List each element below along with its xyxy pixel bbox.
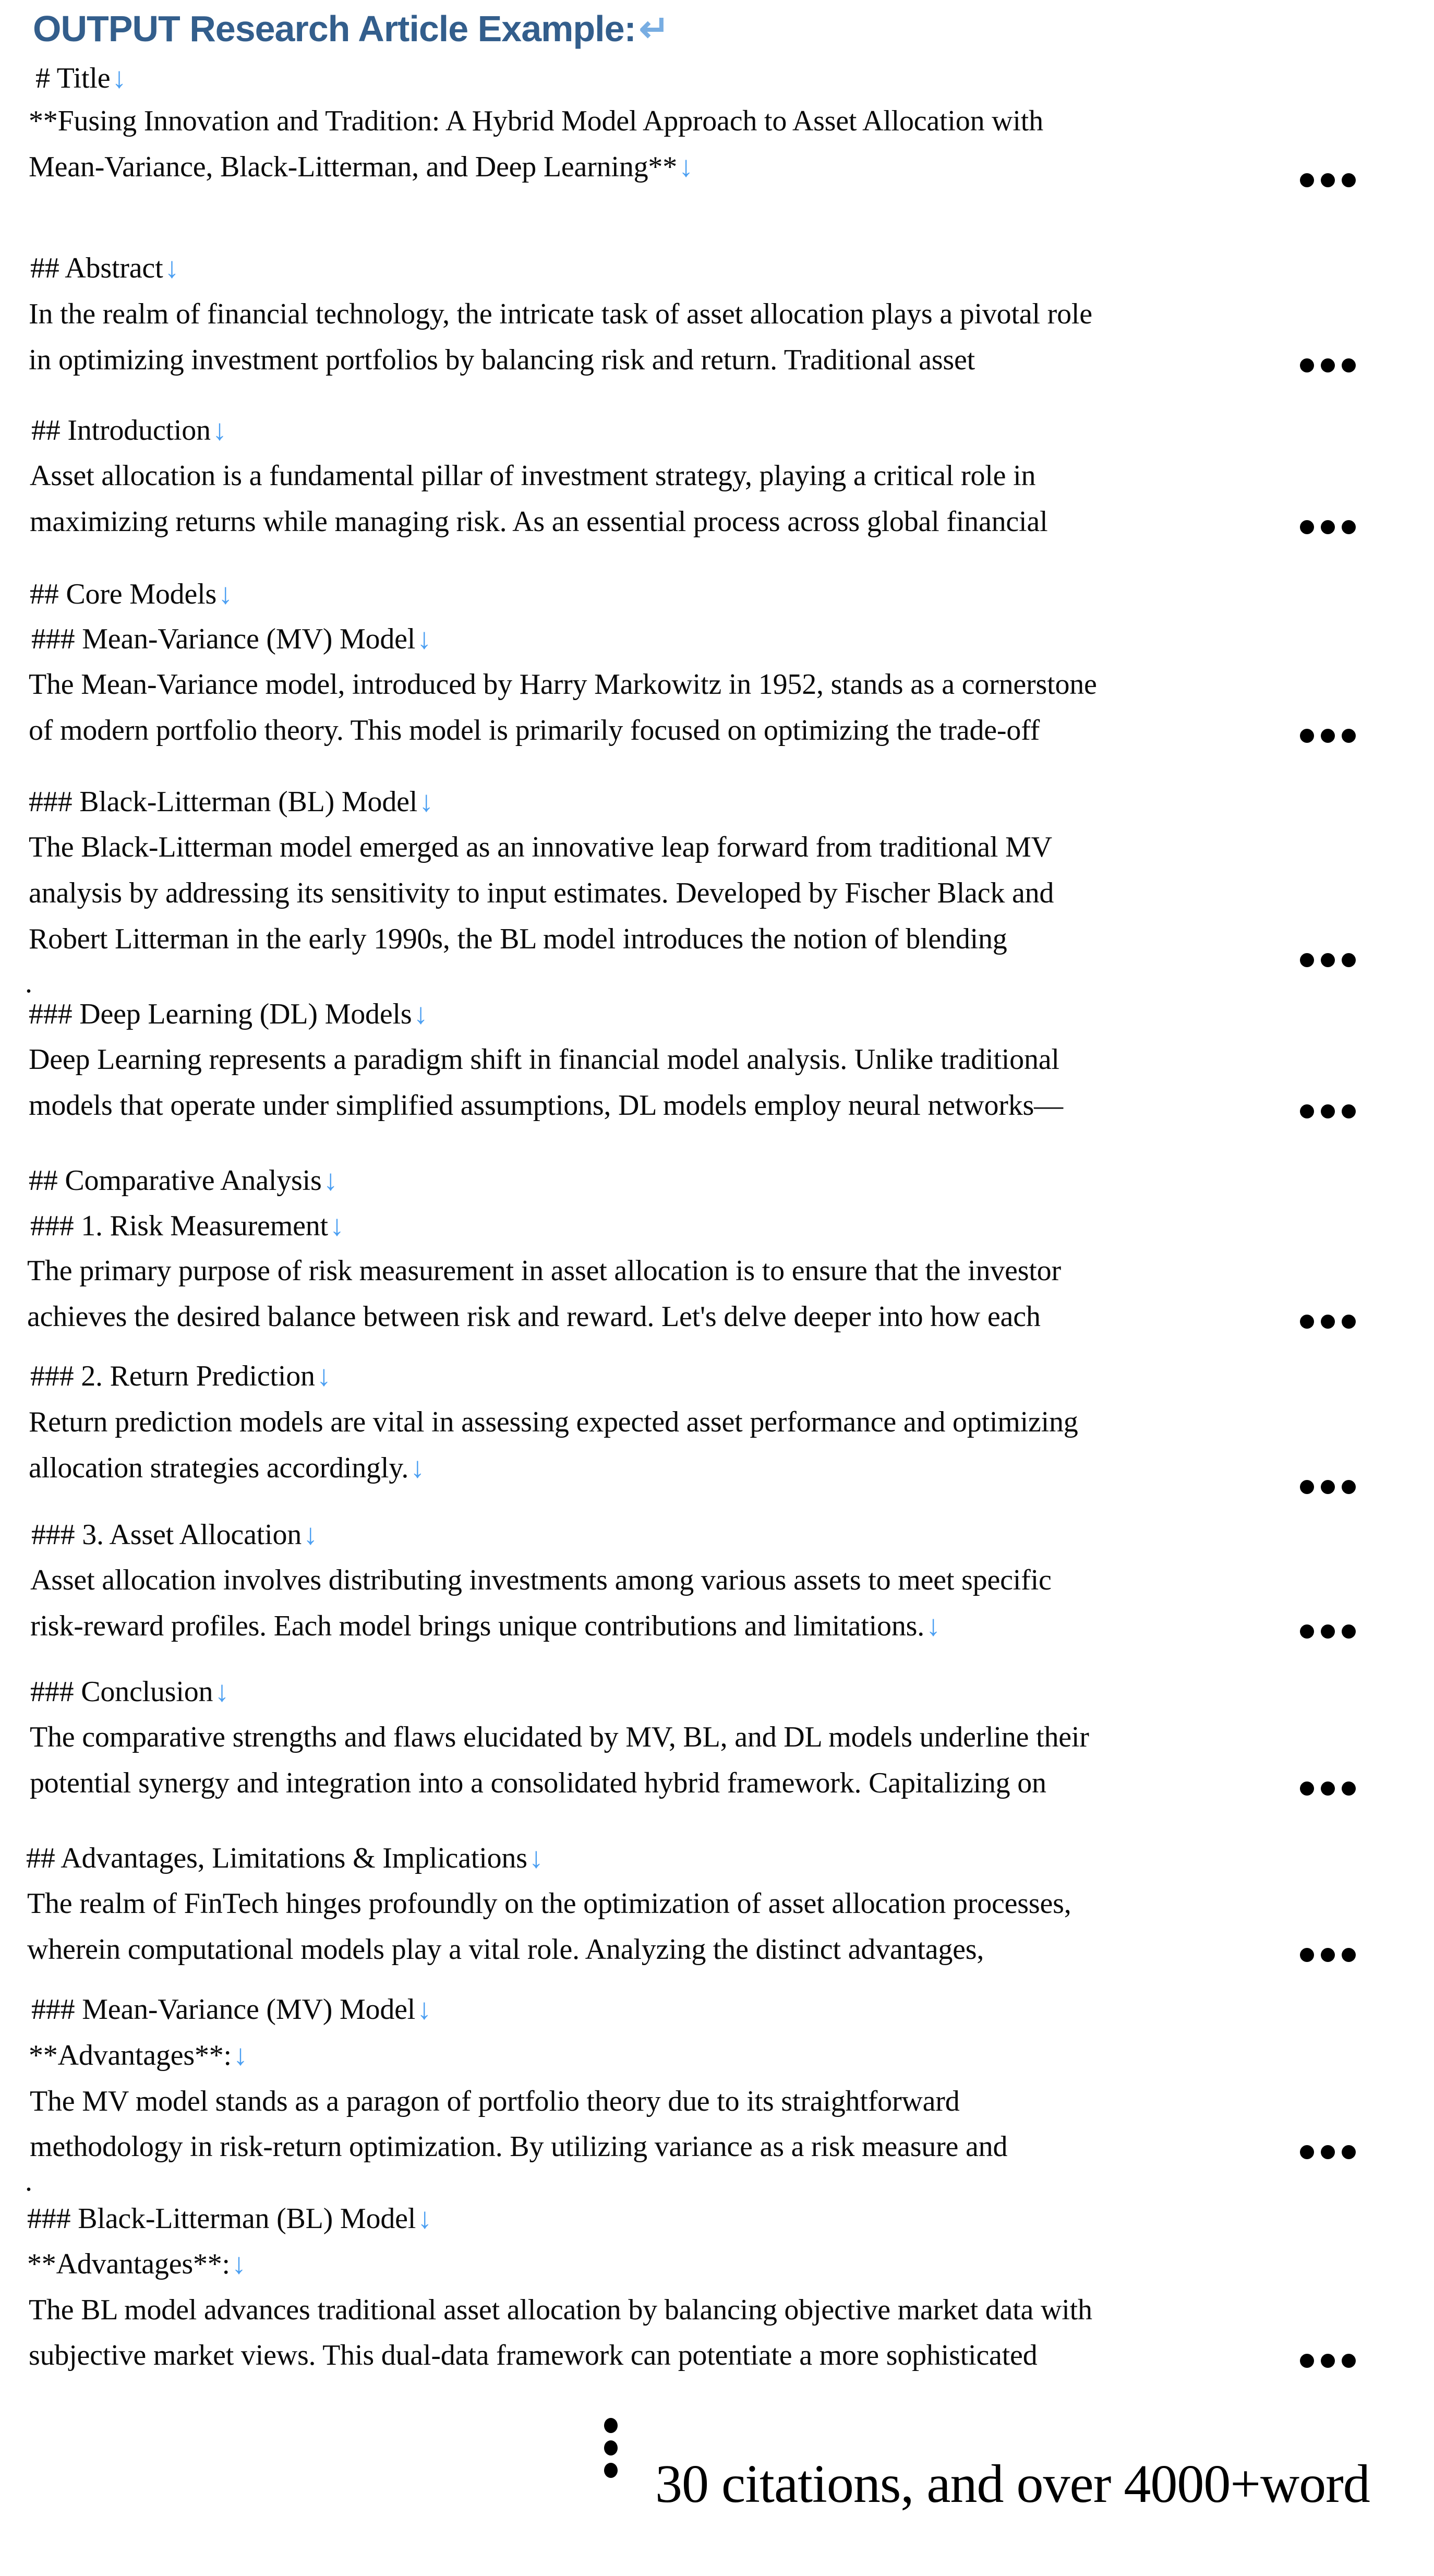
collapsed-ellipsis[interactable] [1300,2354,1356,2368]
md-advantages-label [29,2039,248,2072]
down-arrow-icon: ↓ [112,62,127,94]
collapsed-ellipsis[interactable] [1300,1480,1356,1494]
md-line-text: Asset allocation is a fundamental pillar of investment strategy, playing a critical role in [30,460,1036,492]
down-arrow-icon: ↓ [417,2202,432,2235]
collapsed-ellipsis[interactable] [1300,2145,1356,2159]
paragraph-line [30,1766,1046,1800]
paragraph-line [29,830,1052,864]
stray-period-text: . [25,2165,32,2197]
md-h2-core-models [30,577,233,611]
down-arrow-icon: ↓ [323,1164,338,1197]
md-line-text: maximizing returns while managing risk. As an essential process across global financial [30,505,1048,538]
md-line-text: ### 3. Asset Allocation [31,1519,302,1551]
paragraph-line [30,1563,1052,1597]
down-arrow-icon: ↓ [410,1452,425,1484]
paragraph-line [30,1609,941,1643]
doc-title [33,7,669,50]
md-h2-introduction [31,414,227,447]
paragraph-line [29,343,975,377]
paragraph-line [29,297,1092,331]
down-arrow-icon: ↓ [316,1360,331,1392]
down-arrow-icon: ↓ [528,1842,544,1874]
md-line-text: ### Black-Litterman (BL) Model [27,2202,416,2235]
md-line-text: The primary purpose of risk measurement in asset allocation is to ensure that the investor [27,1255,1061,1287]
down-arrow-icon: ↓ [413,998,428,1030]
md-h2-abstract [30,251,179,285]
md-line-text: ## Abstract [30,252,163,284]
down-arrow-icon: ↓ [231,2248,246,2280]
return-mark-icon: ↵ [638,8,669,49]
md-line-text: # Title [35,62,111,94]
paragraph-line [29,150,693,184]
md-line-text: ### Deep Learning (DL) Models [29,998,412,1030]
md-advantages-label [27,2247,246,2281]
md-line-text: The Black-Litterman model emerged as an innovative leap forward from traditional MV [29,831,1052,863]
paragraph-line [27,1254,1061,1287]
collapsed-ellipsis[interactable] [1300,1781,1356,1796]
md-line-text: Deep Learning represents a paradigm shift in financial model analysis. Unlike traditional [29,1043,1059,1076]
md-h2-advantages-limitations [26,1841,544,1875]
md-line-text: ### 1. Risk Measurement [30,1210,328,1242]
more-vertical-ellipsis[interactable] [604,2418,618,2478]
md-h3-mv-model-advantages [31,1993,431,2026]
md-h3-conclusion [30,1675,229,1708]
md-line-text: of modern portfolio theory. This model is primarily focused on optimizing the trade-off [29,714,1040,747]
paragraph-line [30,459,1035,492]
md-line-text: ## Advantages, Limitations & Implications [26,1842,527,1874]
footer-note [655,2453,1370,2515]
md-h3-risk-measurement [30,1209,344,1243]
down-arrow-icon: ↓ [417,623,432,655]
paragraph-line [29,668,1097,701]
md-line-text: analysis by addressing its sensitivity to input estimates. Developed by Fischer Black and [29,877,1054,909]
md-line-text: In the realm of financial technology, the intricate task of asset allocation plays a pivotal role [29,298,1092,330]
down-arrow-icon: ↓ [329,1210,344,1242]
md-h3-asset-allocation [31,1518,318,1551]
md-line-text: in optimizing investment portfolios by balancing risk and return. Traditional asset [29,344,975,376]
paragraph-line [29,922,1007,956]
paragraph-line [30,505,1047,538]
stray-period-text: . [25,967,32,999]
down-arrow-icon: ↓ [212,414,227,447]
md-line-text: ### Conclusion [30,1676,213,1708]
collapsed-ellipsis[interactable] [1300,520,1356,534]
md-line-text: ## Core Models [30,578,217,610]
md-line-text: wherein computational models play a vital role. Analyzing the distinct advantages, [27,1933,984,1966]
md-line-text: The realm of FinTech hinges profoundly on the optimization of asset allocation processes, [27,1887,1071,1920]
md-line-text: methodology in risk-return optimization. By utilizing variance as a risk measure and [30,2130,1008,2163]
stray-period [25,966,32,1000]
paragraph-line [30,1720,1089,1754]
md-line-text: ### Mean-Variance (MV) Model [31,1993,416,2026]
down-arrow-icon: ↓ [214,1676,230,1708]
md-line-text: ### Black-Litterman (BL) Model [29,786,418,818]
paragraph-line [29,1405,1078,1439]
paragraph-line [30,2130,1007,2163]
md-line-text: Robert Litterman in the early 1990s, the BL model introduces the notion of blending [29,923,1007,955]
down-arrow-icon: ↓ [417,1993,432,2026]
md-line-text: **Advantages**: [29,2039,232,2072]
md-line-text: Asset allocation involves distributing investments among various assets to meet specific [30,1564,1052,1596]
collapsed-ellipsis[interactable] [1300,1624,1356,1639]
paragraph-line [29,1043,1059,1076]
paragraph-line [27,1300,1041,1333]
paragraph-line [29,2339,1038,2372]
md-h2-comparative-analysis [29,1164,338,1197]
paragraph-line [27,1887,1071,1920]
paragraph-line [29,104,1043,138]
md-h3-bl-model-advantages [27,2202,432,2235]
paragraph-line [29,714,1040,747]
md-h1-title [35,62,126,95]
down-arrow-icon: ↓ [164,252,179,284]
md-line-text: The comparative strengths and flaws elucidated by MV, BL, and DL models underline their [30,1721,1089,1753]
paragraph-line [29,2293,1092,2327]
md-line-text: Return prediction models are vital in assessing expected asset performance and optimizing [29,1406,1078,1438]
collapsed-ellipsis[interactable] [1300,358,1356,372]
down-arrow-icon: ↓ [926,1610,941,1642]
md-line-text: The BL model advances traditional asset allocation by balancing objective market data with [29,2294,1092,2326]
down-arrow-icon: ↓ [419,786,434,818]
footer-note-text: 30 citations, and over 4000+word [655,2454,1370,2514]
md-line-text: **Advantages**: [27,2248,230,2280]
down-arrow-icon: ↓ [218,578,233,610]
md-line-text: allocation strategies accordingly. [29,1452,409,1484]
md-line-text: potential synergy and integration into a consolidated hybrid framework. Capitalizing on [30,1767,1046,1799]
collapsed-ellipsis[interactable] [1300,1104,1356,1118]
md-line-text: ## Comparative Analysis [29,1164,322,1197]
md-line-text: achieves the desired balance between risk and reward. Let's delve deeper into how each [27,1301,1041,1333]
md-line-text: **Fusing Innovation and Tradition: A Hybrid Model Approach to Asset Allocation with [29,105,1043,137]
md-line-text: Mean-Variance, Black-Litterman, and Deep Learning** [29,151,678,183]
md-h3-mean-variance [31,622,431,656]
paragraph-line [29,876,1054,910]
paragraph-line [27,1933,984,1966]
doc-title-text: OUTPUT Research Article Example: [33,8,636,49]
md-line-text: The Mean-Variance model, introduced by Harry Markowitz in 1952, stands as a cornerstone [29,668,1097,701]
md-line-text: ### Mean-Variance (MV) Model [31,623,416,655]
md-line-text: subjective market views. This dual-data framework can potentiate a more sophisticated [29,2339,1038,2372]
md-h3-return-prediction [30,1359,331,1393]
md-line-text: ## Introduction [31,414,211,447]
md-line-text: risk-reward profiles. Each model brings unique contributions and limitations. [30,1610,925,1642]
paragraph-line [29,1089,1063,1122]
md-line-text: models that operate under simplified assumptions, DL models employ neural networks— [29,1089,1063,1122]
md-h3-deep-learning [29,997,428,1031]
collapsed-ellipsis[interactable] [1300,953,1356,967]
md-line-text: ### 2. Return Prediction [30,1360,315,1392]
down-arrow-icon: ↓ [233,2039,248,2072]
down-arrow-icon: ↓ [303,1519,318,1551]
md-h3-black-litterman [29,785,433,818]
paragraph-line [29,1451,425,1485]
collapsed-ellipsis[interactable] [1300,729,1356,743]
collapsed-ellipsis[interactable] [1300,1948,1356,1962]
down-arrow-icon: ↓ [679,151,694,183]
paragraph-line [30,2085,960,2118]
md-line-text: The MV model stands as a paragon of portfolio theory due to its straightforward [30,2085,960,2117]
stray-period [25,2164,32,2198]
collapsed-ellipsis[interactable] [1300,173,1356,187]
collapsed-ellipsis[interactable] [1300,1315,1356,1329]
